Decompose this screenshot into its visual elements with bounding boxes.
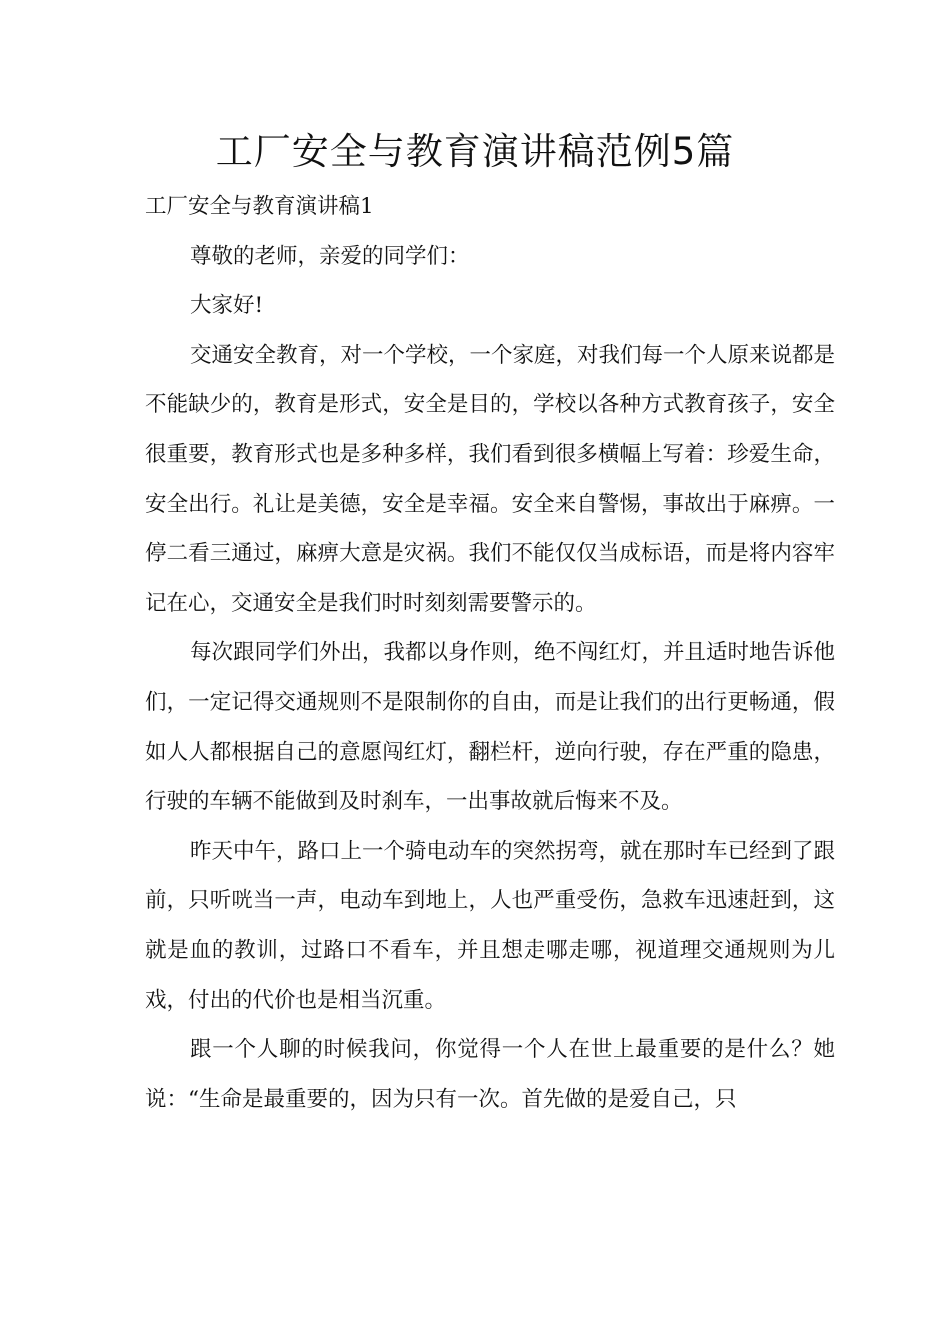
paragraph-body: 交通安全教育，对一个学校，一个家庭，对我们每一个人原来说都是不能缺少的，教育是形式，安全是目的，学校以各种方式教育孩子，安全很重要，教育形式也是多种多样，我们看到很多横幅上写着：珍爱生命，安全出行。礼让是美德，安全是幸福。安全来自警惕，事故出于麻痹。一停二看三通过，麻痹大意是灾祸。我们不能仅仅当成标语，而是将内容牢记在心，交通安全是我们时时刻刻需要警示的。 [145, 342, 836, 616]
paragraph-body: 每次跟同学们外出，我都以身作则，绝不闯红灯，并且适时地告诉他们，一定记得交通规则不是限制你的自由，而是让我们的出行更畅通，假如人人都根据自己的意愿闯红灯，翻栏杆，逆向行驶，存在严重的隐患，行驶的车辆不能做到及时刹车，一出事故就后悔来不及。 [145, 640, 836, 815]
paragraph-greeting: 大家好! [190, 293, 264, 319]
paragraph-body: 跟一个人聊的时候我问，你觉得一个人在世上最重要的是什么？她说：“生命是最重要的，因为只有一次。首先做的是爱自己，只 [145, 1037, 835, 1112]
document-body [145, 182, 835, 1124]
paragraph-body: 昨天中午，路口上一个骑电动车的突然拐弯，就在那时车已经到了跟前，只听咣当一声，电动车到地上，人也严重受伤，急救车迅速赶到，这就是血的教训，过路口不看车，并且想走哪走哪，视道理交通规则为儿戏，付出的代价也是相当沉重。 [145, 838, 836, 1013]
section-heading: 工厂安全与教育演讲稿1 [145, 194, 374, 219]
paragraph-salutation: 尊敬的老师，亲爱的同学们： [190, 243, 470, 269]
document-title: 工厂安全与教育演讲稿范例5篇 [215, 130, 735, 173]
